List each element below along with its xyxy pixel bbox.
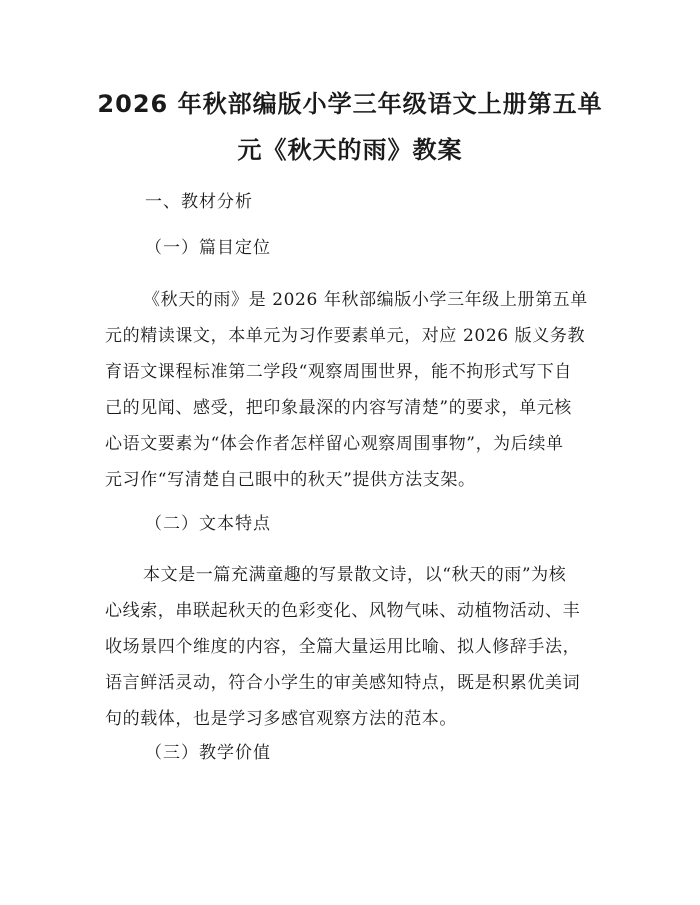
paragraph-line: 收场景四个维度的内容，全篇大量运用比喻、拟人修辞手法， [105,637,581,657]
document-title-line-2: 元《秋天的雨》教案 [237,136,463,164]
subsection-heading-teaching-value: （三）教学价值 [145,743,271,763]
paragraph-positioning [105,282,605,498]
section-heading-textbook-analysis: 一、教材分析 [145,192,253,212]
paragraph-line: 本文是一篇充满童趣的写景散文诗，以“秋天的雨”为核 [143,565,567,585]
paragraph-line: 己的见闻、感受，把印象最深的内容写清楚”的要求，单元核 [105,398,572,418]
paragraph-line: 元习作“写清楚自己眼中的秋天”提供方法支架。 [105,470,476,490]
paragraph-text-features [105,557,605,737]
paragraph-line: 育语文课程标准第二学段“观察周围世界，能不拘形式写下自 [105,362,572,382]
paragraph-line: 语言鲜活灵动，符合小学生的审美感知特点，既是积累优美词 [105,673,581,693]
document-title-line-1: 2026 年秋部编版小学三年级语文上册第五单 [97,90,603,118]
paragraph-line: 元的精读课文，本单元为习作要素单元，对应 2026 版义务教 [105,326,586,346]
paragraph-line: 《秋天的雨》是 2026 年秋部编版小学三年级上册第五单 [143,290,588,310]
subsection-heading-positioning: （一）篇目定位 [145,238,271,258]
paragraph-line: 心语文要素为“体会作者怎样留心观察周围事物”，为后续单 [105,434,564,454]
subsection-heading-text-features: （二）文本特点 [145,514,271,534]
paragraph-line: 心线索，串联起秋天的色彩变化、风物气味、动植物活动、丰 [105,601,581,621]
paragraph-line: 句的载体，也是学习多感官观察方法的范本。 [105,709,457,729]
